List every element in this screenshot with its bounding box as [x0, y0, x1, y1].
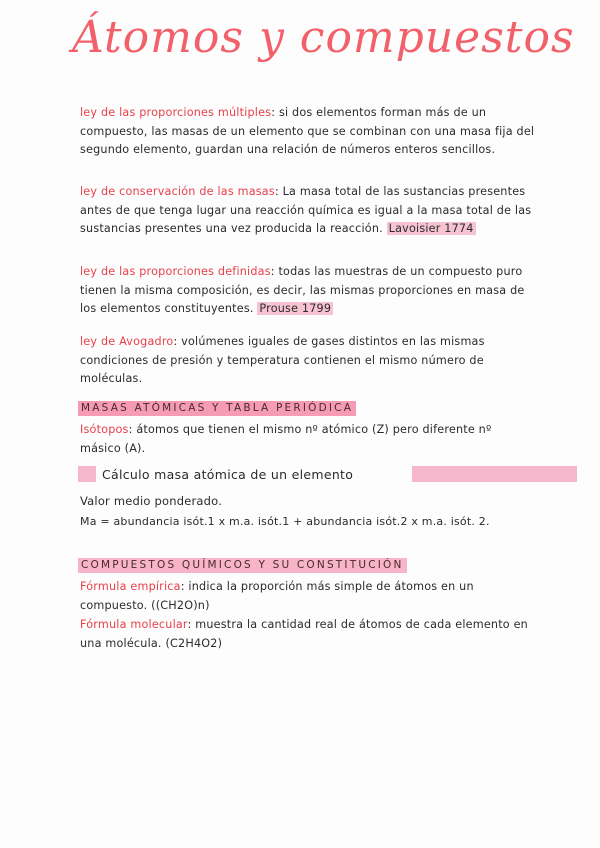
law-attribution: Prouse 1799 [259, 302, 332, 315]
law-text: : volúmenes iguales de gases distintos en las mismas condiciones de presión y temperatura contienen el mismo número de moléculas. [80, 335, 485, 385]
law-name: ley de las proporciones múltiples [80, 106, 272, 119]
law-text: : si dos elementos forman más de un compuesto, las masas de un elemento que se combinan con una masa fija del segundo elemento, guardan una relación de números enteros sencillos. [80, 106, 535, 156]
highlight-bar-left [78, 466, 96, 482]
isotopes-text: : átomos que tienen el mismo nº atómico (Z) pero diferente nº másico (A). [80, 423, 492, 455]
molecular-term: Fórmula molecular [80, 618, 188, 631]
law-definite-proportions [80, 263, 535, 319]
law-text: : todas las muestras de un compuesto puro tienen la misma composición, es decir, las mismas proporciones en masa de los elementos constituyentes. [80, 265, 525, 315]
isotopes-definition [80, 421, 535, 458]
molecular-formula-definition [80, 616, 535, 653]
isotopes-term: Isótopos [80, 423, 129, 436]
highlight-bar-right [412, 466, 577, 482]
empirical-text: : indica la proporción más simple de átomos en un compuesto. ((CH2O)n) [80, 580, 474, 612]
law-avogadro [80, 333, 535, 389]
law-conservation-of-mass [80, 183, 535, 239]
law-name: ley de Avogadro [80, 335, 174, 348]
empirical-formula-definition [80, 578, 535, 615]
section-heading-chemical-compounds: COMPUESTOS QUÍMICOS Y SU CONSTITUCIÓN [78, 558, 407, 573]
law-name: ley de las proporciones definidas [80, 265, 271, 278]
atomic-mass-formula: Ma = abundancia isót.1 x m.a. isót.1 + abundancia isót.2 x m.a. isót. 2. [80, 515, 490, 528]
law-attribution: Lavoisier 1774 [388, 222, 474, 235]
section-heading-atomic-masses: MASAS ATÓMICAS Y TABLA PERIÓDICA [78, 401, 356, 416]
weighted-average-note: Valor medio ponderado. [80, 494, 223, 508]
law-multiple-proportions [80, 104, 535, 160]
law-text: : La masa total de las sustancias presentes antes de que tenga lugar una reacción química es igual a la masa total de las sustancias presentes una vez producida la reacción. [80, 185, 532, 235]
molecular-text: : muestra la cantidad real de átomos de cada elemento en una molécula. (C2H4O2) [80, 618, 528, 650]
calc-atomic-mass-title: Cálculo masa atómica de un elemento [102, 467, 354, 482]
law-name: ley de conservación de las masas [80, 185, 275, 198]
empirical-term: Fórmula empírica [80, 580, 181, 593]
page-title: Átomos y compuestos [72, 12, 575, 63]
